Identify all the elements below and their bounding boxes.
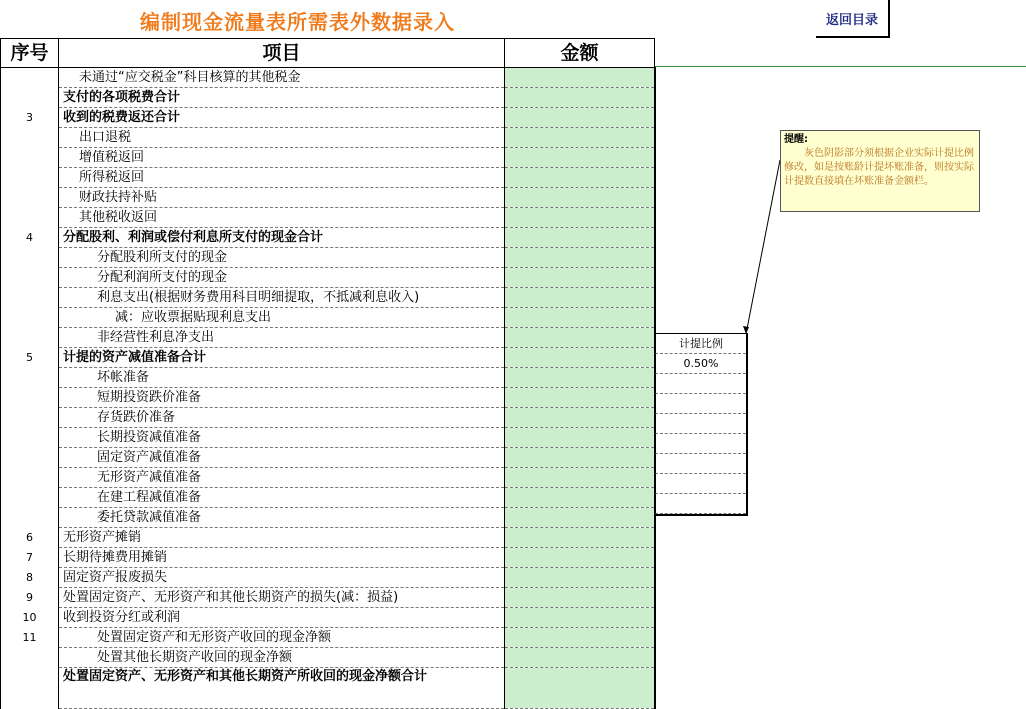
row-item-label: 分配股利所支付的现金	[59, 248, 505, 268]
row-seq: 5	[1, 348, 59, 368]
row-item-label: 委托贷款减值准备	[59, 508, 505, 528]
row-item-label: 利息支出(根据财务费用科目明细提取，不抵减利息收入)	[59, 288, 505, 308]
row-item-label: 坏帐准备	[59, 368, 505, 388]
ratio-header: 计提比例	[655, 333, 746, 354]
header-item: 项目	[59, 39, 505, 68]
row-seq: 9	[1, 588, 59, 608]
row-item-label: 长期待摊费用摊销	[59, 548, 505, 568]
comment-title: 提醒:	[784, 134, 808, 145]
row-item-label: 支付的各项税费合计	[59, 88, 505, 108]
header-seq: 序号	[1, 39, 59, 68]
comment-text: 灰色阴影部分须根据企业实际计提比例修改，如是按账龄计提坏账准备，则按实际计提数直接填在坏账准备金额栏。	[784, 148, 974, 187]
row-item-label: 减：应收票据贴现利息支出	[59, 308, 505, 328]
row-item-label: 分配利润所支付的现金	[59, 268, 505, 288]
row-seq: 11	[1, 628, 59, 648]
row-seq: 4	[1, 228, 59, 248]
row-amount-input[interactable]	[505, 668, 655, 709]
row-item-label: 存货跌价准备	[59, 408, 505, 428]
row-item-label: 长期投资减值准备	[59, 428, 505, 448]
row-seq: 6	[1, 528, 59, 548]
row-seq	[1, 668, 59, 709]
row-item-label: 财政扶持补贴	[59, 188, 505, 208]
row-item-label: 计提的资产减值准备合计	[59, 348, 505, 368]
row-item-label: 处置固定资产和无形资产收回的现金净额	[59, 628, 505, 648]
row-item-label: 在建工程减值准备	[59, 488, 505, 508]
reminder-comment	[780, 130, 980, 212]
table-row	[1, 668, 655, 709]
row-item-label: 出口退税	[59, 128, 505, 148]
row-item-label: 处置固定资产、无形资产和其他长期资产的损失(减：损益)	[59, 588, 505, 608]
row-item-label: 无形资产减值准备	[59, 468, 505, 488]
sheet-title: 编制现金流量表所需表外数据录入	[140, 10, 455, 34]
ratio-cell[interactable]: 0.50%	[655, 354, 746, 374]
row-item-label: 收到投资分红或利润	[59, 608, 505, 628]
row-item-label: 非经营性利息净支出	[59, 328, 505, 348]
row-seq: 8	[1, 568, 59, 588]
row-item-label: 固定资产减值准备	[59, 448, 505, 468]
row-item-label: 短期投资跌价准备	[59, 388, 505, 408]
row-item-label: 收到的税费返还合计	[59, 108, 505, 128]
row-item-label: 其他税收返回	[59, 208, 505, 228]
row-item-label: 所得税返回	[59, 168, 505, 188]
header-amount: 金额	[505, 39, 655, 68]
row-item-label: 无形资产摊销	[59, 528, 505, 548]
row-item-label: 处置其他长期资产收回的现金净额	[59, 648, 505, 668]
row-item-label: 处置固定资产、无形资产和其他长期资产所收回的现金净额合计	[59, 668, 505, 709]
row-seq: 3	[1, 108, 59, 128]
row-item-label: 未通过“应交税金”科目核算的其他税金	[59, 68, 505, 88]
row-seq: 10	[1, 608, 59, 628]
row-item-label: 固定资产报废损失	[59, 568, 505, 588]
back-to-index-button[interactable]: 返回目录	[816, 0, 890, 38]
row-item-label: 增值税返回	[59, 148, 505, 168]
row-seq: 7	[1, 548, 59, 568]
row-item-label: 分配股利、利润或偿付利息所支付的现金合计	[59, 228, 505, 248]
